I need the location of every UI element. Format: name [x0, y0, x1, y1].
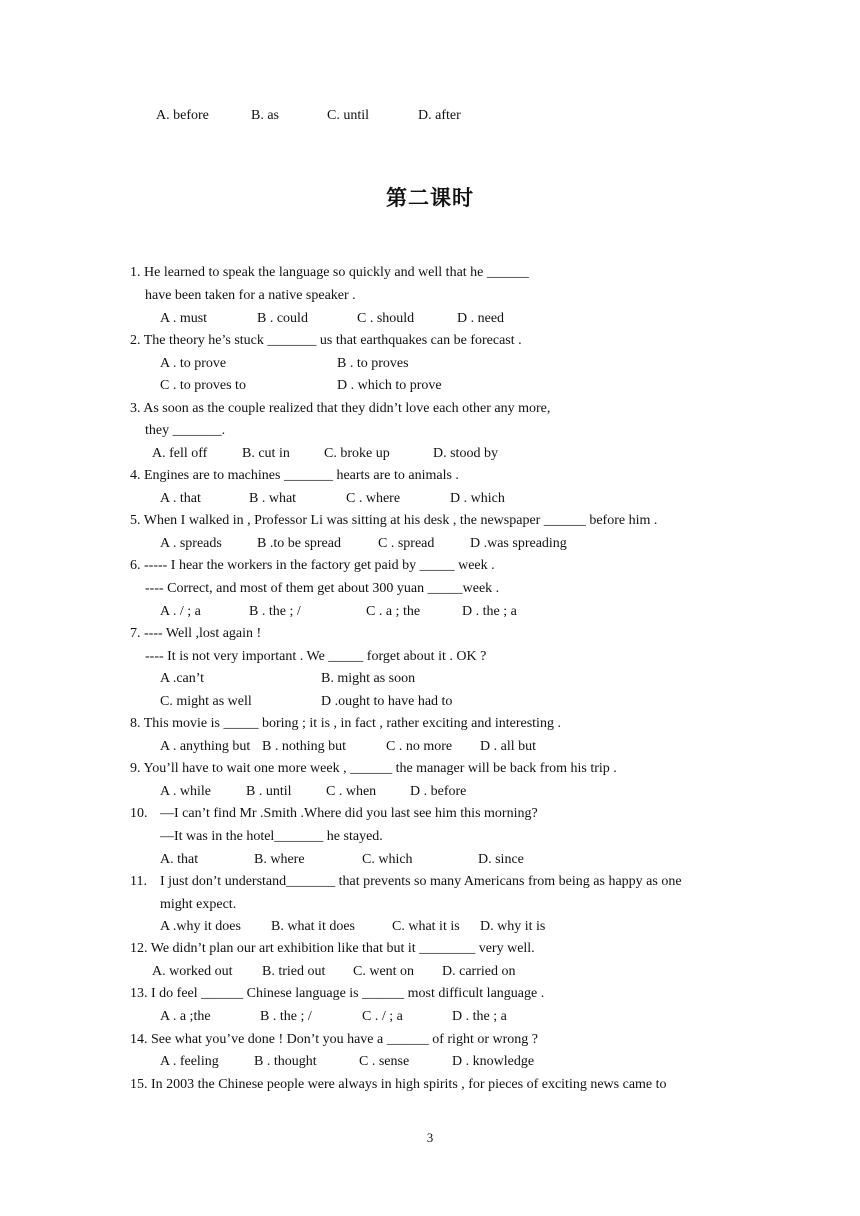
text-line: ---- Correct, and most of them get about 300 yuan _____week . — [145, 581, 500, 596]
text-line: C . sense — [359, 1054, 410, 1069]
text-line: B. what it does — [271, 919, 355, 934]
text-line: they _______. — [145, 423, 226, 438]
text-line: have been taken for a native speaker . — [145, 288, 356, 303]
text-line: A .can’t — [160, 671, 205, 686]
text-line: C. might as well — [160, 694, 252, 709]
text-line: I just don’t understand_______ that prevents so many Americans from being as happy as one — [160, 874, 682, 889]
text-line: C. what it is — [392, 919, 460, 934]
text-line: C . spread — [378, 536, 435, 551]
text-line: might expect. — [160, 897, 237, 912]
text-line: D . which — [450, 491, 505, 506]
text-line: D . all but — [480, 739, 536, 754]
text-line: 8. This movie is _____ boring ; it is , in fact , rather exciting and interesting . — [130, 716, 561, 731]
text-line: —I can’t find Mr .Smith .Where did you last see him this morning? — [160, 806, 538, 821]
text-line: 7. ---- Well ,lost again ! — [130, 626, 262, 641]
text-line: C . to proves to — [160, 378, 246, 393]
text-line: B. cut in — [242, 446, 290, 461]
text-line: 15. In 2003 the Chinese people were always in high spirits , for pieces of exciting news came to — [130, 1077, 667, 1092]
text-line: D . the ; a — [462, 604, 517, 619]
text-line: B . to proves — [337, 356, 409, 371]
text-line: 1. He learned to speak the language so quickly and well that he ______ — [130, 265, 529, 280]
text-line: D. stood by — [433, 446, 498, 461]
text-line: C. which — [362, 852, 413, 867]
text-line: A. that — [160, 852, 199, 867]
text-line: C . / ; a — [362, 1009, 403, 1024]
text-line: A .why it does — [160, 919, 241, 934]
text-line: D . the ; a — [452, 1009, 507, 1024]
text-line: 12. We didn’t plan our art exhibition like that but it ________ very well. — [130, 941, 535, 956]
text-line: D. why it is — [480, 919, 546, 934]
text-line: A . to prove — [160, 356, 227, 371]
text-line: C . no more — [386, 739, 453, 754]
text-line: D. carried on — [442, 964, 516, 979]
text-line: D . before — [410, 784, 467, 799]
text-line: B . could — [257, 311, 308, 326]
text-line: 13. I do feel ______ Chinese language is ______ most difficult language . — [130, 986, 545, 1001]
lesson-title: 第二课时 — [386, 185, 474, 210]
text-line: B .to be spread — [257, 536, 341, 551]
text-line: 14. See what you’ve done ! Don’t you have a ______ of right or wrong ? — [130, 1032, 538, 1047]
option-b: B. as — [251, 108, 279, 123]
text-line: 11. — [130, 874, 147, 889]
text-line: A . spreads — [160, 536, 222, 551]
text-line: B . until — [246, 784, 292, 799]
text-line: A . / ; a — [160, 604, 201, 619]
text-line: ---- It is not very important . We _____ forget about it . OK ? — [145, 649, 487, 664]
text-line: D. since — [478, 852, 524, 867]
text-line: B. where — [254, 852, 305, 867]
text-line: A . while — [160, 784, 211, 799]
text-line: C . should — [357, 311, 415, 326]
text-line: A . that — [160, 491, 201, 506]
text-line: C . where — [346, 491, 401, 506]
text-line: 4. Engines are to machines _______ hearts are to animals . — [130, 468, 459, 483]
text-line: D . which to prove — [337, 378, 442, 393]
text-line: 5. When I walked in , Professor Li was sitting at his desk , the newspaper ______ before him . — [130, 513, 658, 528]
text-line: A. fell off — [152, 446, 208, 461]
text-line: C . when — [326, 784, 377, 799]
text-line: 2. The theory he’s stuck _______ us that earthquakes can be forecast . — [130, 333, 522, 348]
text-line: 6. ----- I hear the workers in the factory get paid by _____ week . — [130, 558, 495, 573]
text-line: C. went on — [353, 964, 415, 979]
text-line: A . feeling — [160, 1054, 219, 1069]
text-line: A. worked out — [152, 964, 233, 979]
text-line: D . knowledge — [452, 1054, 535, 1069]
text-line: B . the ; / — [249, 604, 301, 619]
text-line: B . what — [249, 491, 297, 506]
text-line: B. might as soon — [321, 671, 416, 686]
text-line: B. tried out — [262, 964, 326, 979]
text-line: B . the ; / — [260, 1009, 312, 1024]
page-number: 3 — [426, 1130, 434, 1145]
option-d: D. after — [418, 108, 461, 123]
text-line: C. broke up — [324, 446, 390, 461]
text-line: 9. You’ll have to wait one more week , ______ the manager will be back from his trip . — [130, 761, 617, 776]
text-line: A . anything but — [160, 739, 251, 754]
text-line: C . a ; the — [366, 604, 421, 619]
text-line: A . must — [160, 311, 208, 326]
option-c: C. until — [327, 108, 370, 123]
text-line: D .was spreading — [470, 536, 567, 551]
text-line: D .ought to have had to — [321, 694, 453, 709]
text-line: 3. As soon as the couple realized that they didn’t love each other any more, — [130, 401, 551, 416]
text-line: A . a ;the — [160, 1009, 211, 1024]
option-a: A. before — [156, 108, 209, 123]
text-line: 10. — [130, 806, 148, 821]
text-line: —It was in the hotel_______ he stayed. — [160, 829, 383, 844]
text-line: D . need — [457, 311, 505, 326]
text-line: B . nothing but — [262, 739, 347, 754]
text-line: B . thought — [254, 1054, 317, 1069]
